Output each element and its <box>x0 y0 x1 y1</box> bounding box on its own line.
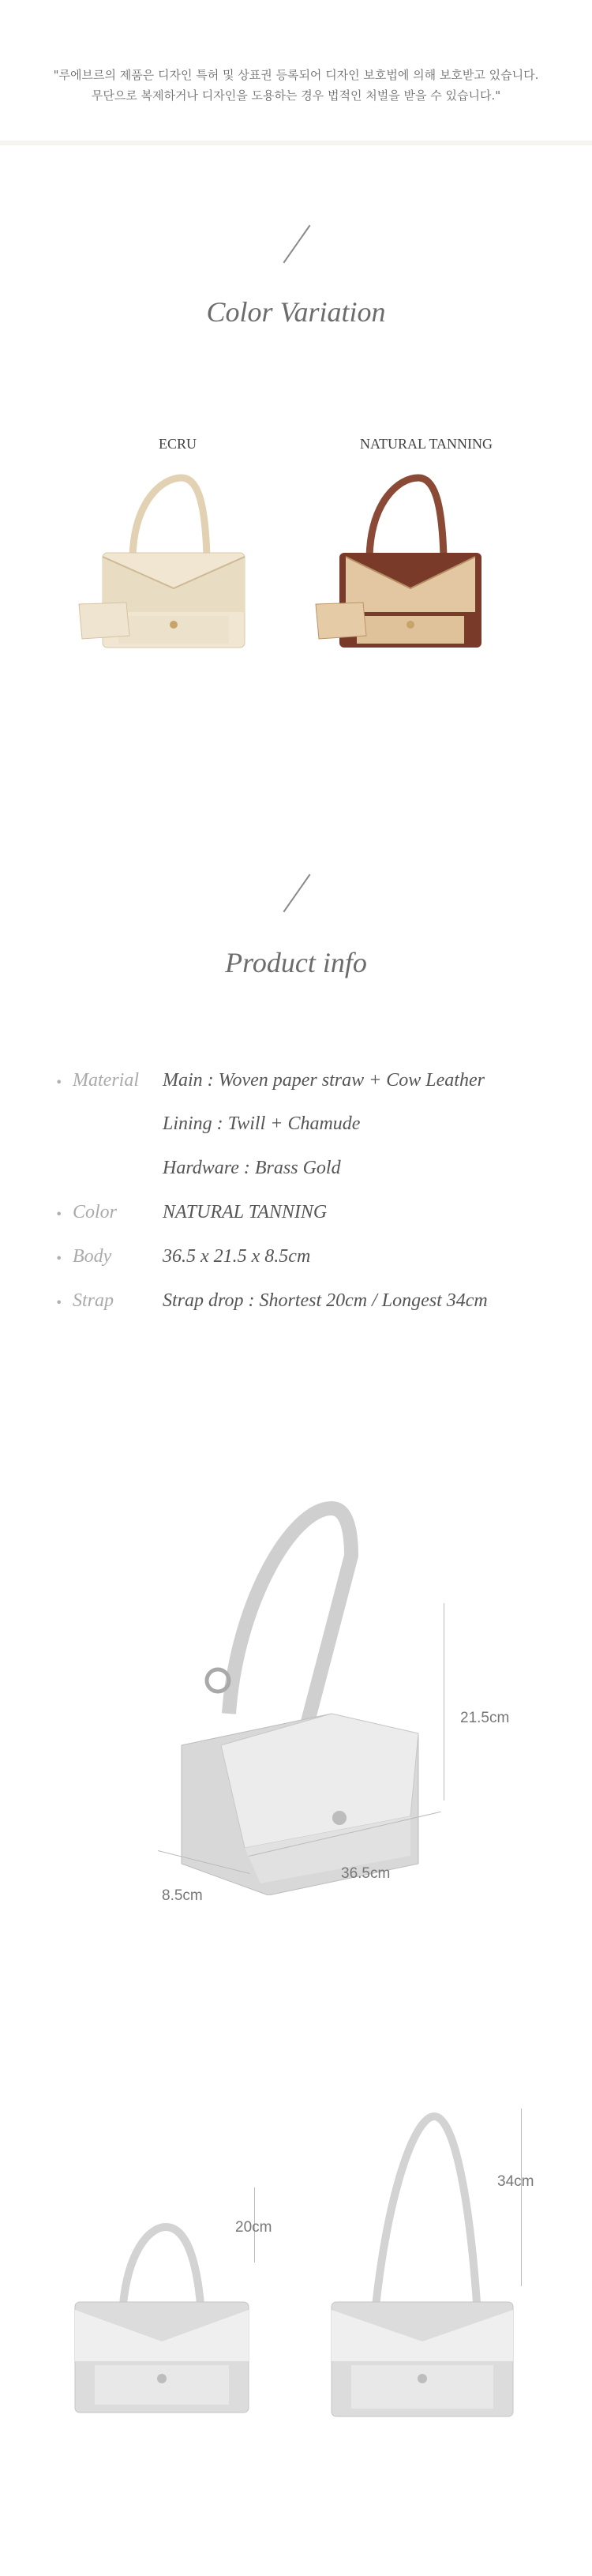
bag-image-ecru <box>71 470 276 652</box>
bag-short-strap-illustration <box>51 2180 272 2424</box>
info-value-strap: Strap drop : Shortest 20cm / Longest 34cm <box>163 1290 488 1311</box>
bullet-icon: • <box>55 1295 63 1310</box>
long-strap-dimension-line <box>521 2108 522 2286</box>
bullet-icon: • <box>55 1075 63 1090</box>
info-key-body: Body <box>73 1246 112 1267</box>
color-variation-title: Color Variation <box>206 296 386 328</box>
bag-image-natural-tanning <box>308 470 513 652</box>
width-dimension-label: 36.5cm <box>341 1865 391 1882</box>
info-key-material: Material <box>73 1070 139 1091</box>
info-value-material-lining: Lining : Twill + Chamude <box>163 1113 361 1134</box>
product-info-title: Product info <box>225 947 367 978</box>
info-key-strap: Strap <box>73 1290 114 1311</box>
short-strap-dimension-label: 20cm <box>235 2219 272 2236</box>
section-divider-slash-2 <box>283 874 311 913</box>
info-value-body: 36.5 x 21.5 x 8.5cm <box>163 1246 311 1267</box>
copyright-notice <box>0 0 592 145</box>
depth-dimension-label: 8.5cm <box>162 1887 203 1904</box>
long-strap-dimension-label: 34cm <box>497 2173 534 2190</box>
color-label-ecru: ECRU <box>158 436 197 452</box>
bullet-icon: • <box>55 1251 63 1266</box>
info-value-color: NATURAL TANNING <box>163 1202 328 1222</box>
info-value-material-main: Main : Woven paper straw + Cow Leather <box>163 1070 485 1091</box>
color-label-natural-tanning: NATURAL TANNING <box>359 436 493 452</box>
bag-long-strap-illustration <box>312 2101 533 2424</box>
height-dimension-label: 21.5cm <box>460 1710 510 1726</box>
bullet-icon: • <box>55 1207 63 1222</box>
section-divider-slash <box>283 225 311 264</box>
bag-dimension-illustration <box>150 1485 466 1895</box>
notice-line-1: "루에브르의 제품은 디자인 특허 및 상표권 등록되어 디자인 보호법에 의해 보호받고 있습니다. <box>53 68 539 82</box>
info-value-material-hardware: Hardware : Brass Gold <box>163 1158 341 1178</box>
notice-line-2: 무단으로 복제하거나 디자인을 도용하는 경우 법적인 처벌을 받을 수 있습니다." <box>91 88 501 103</box>
info-key-color: Color <box>73 1202 118 1222</box>
